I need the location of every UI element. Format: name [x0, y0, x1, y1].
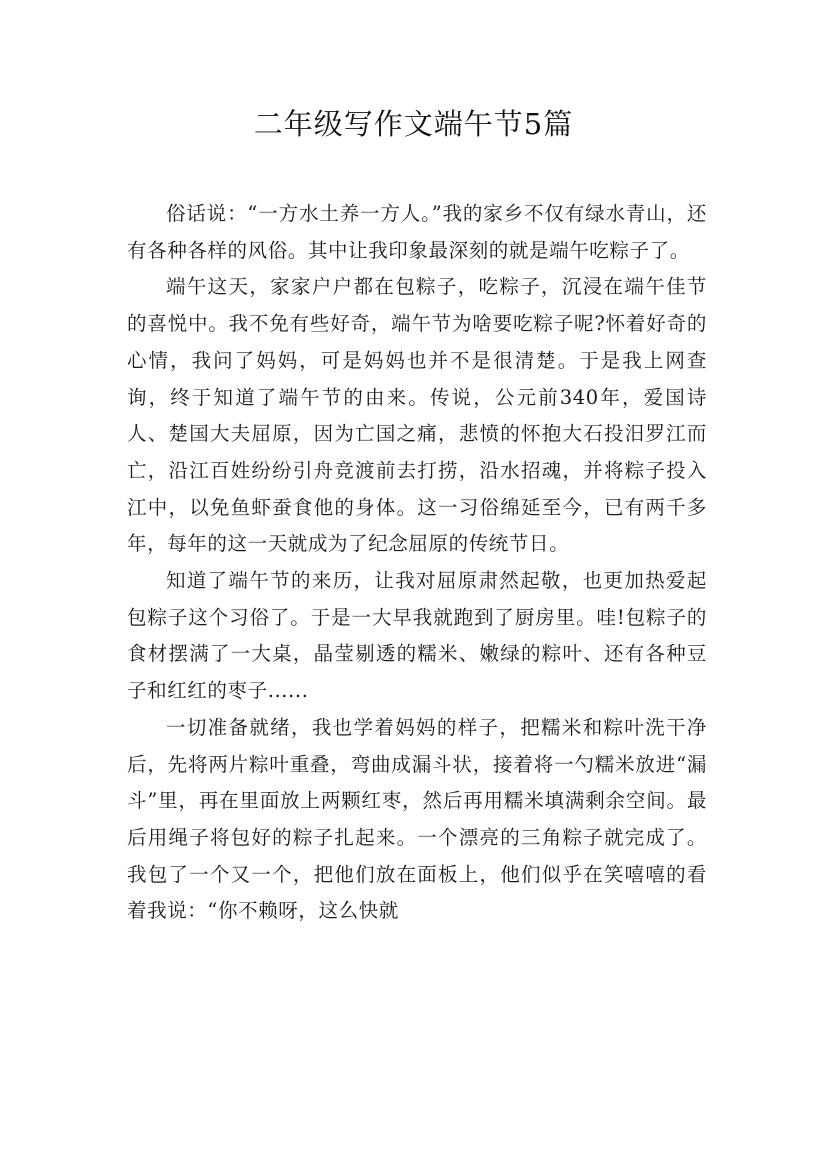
paragraph-3: 知道了端午节的来历，让我对屈原肃然起敬，也更加热爱起包粽子这个习俗了。于是一大早我就跑到了厨房里。哇!包粽子的食材摆满了一大桌，晶莹剔透的糯米、嫩绿的粽叶、还有各种豆子和红红的枣子...... — [127, 569, 707, 703]
paragraph-1: 俗话说：“一方水土养一方人。”我的家乡不仅有绿水青山，还有各种各样的风俗。其中让我印象最深刻的就是端午吃粽子了。 — [127, 202, 707, 262]
paragraph-2: 端午这天，家家户户都在包粽子，吃粽子，沉浸在端午佳节的喜悦中。我不免有些好奇，端午节为啥要吃粽子呢?怀着好奇的心情，我问了妈妈，可是妈妈也并不是很清楚。于是我上网查询，终于知道了端午节的由来。传说，公元前340年，爱国诗人、楚国大夫屈原，因为亡国之痛，悲愤的怀抱大石投汨罗江而亡，沿江百姓纷纷引舟竞渡前去打捞，沿水招魂，并将粽子投入江中，以免鱼虾蚕食他的身体。这一习俗绵延至今，已有两千多年，每年的这一天就成为了纪念屈原的传统节日。 — [127, 275, 707, 556]
document-body — [127, 196, 707, 930]
paragraph-4: 一切准备就绪，我也学着妈妈的样子，把糯米和粽叶洗干净后，先将两片粽叶重叠，弯曲成漏斗状，接着将一勺糯米放进“漏斗”里，再在里面放上两颗红枣，然后再用糯米填满剩余空间。最后用绳子将包好的粽子扎起来。一个漂亮的三角粽子就完成了。我包了一个又一个，把他们放在面板上，他们似乎在笑嘻嘻的看着我说：“你不赖呀，这么快就 — [127, 715, 707, 923]
document-title: 二年级写作文端午节5篇 — [253, 107, 574, 141]
